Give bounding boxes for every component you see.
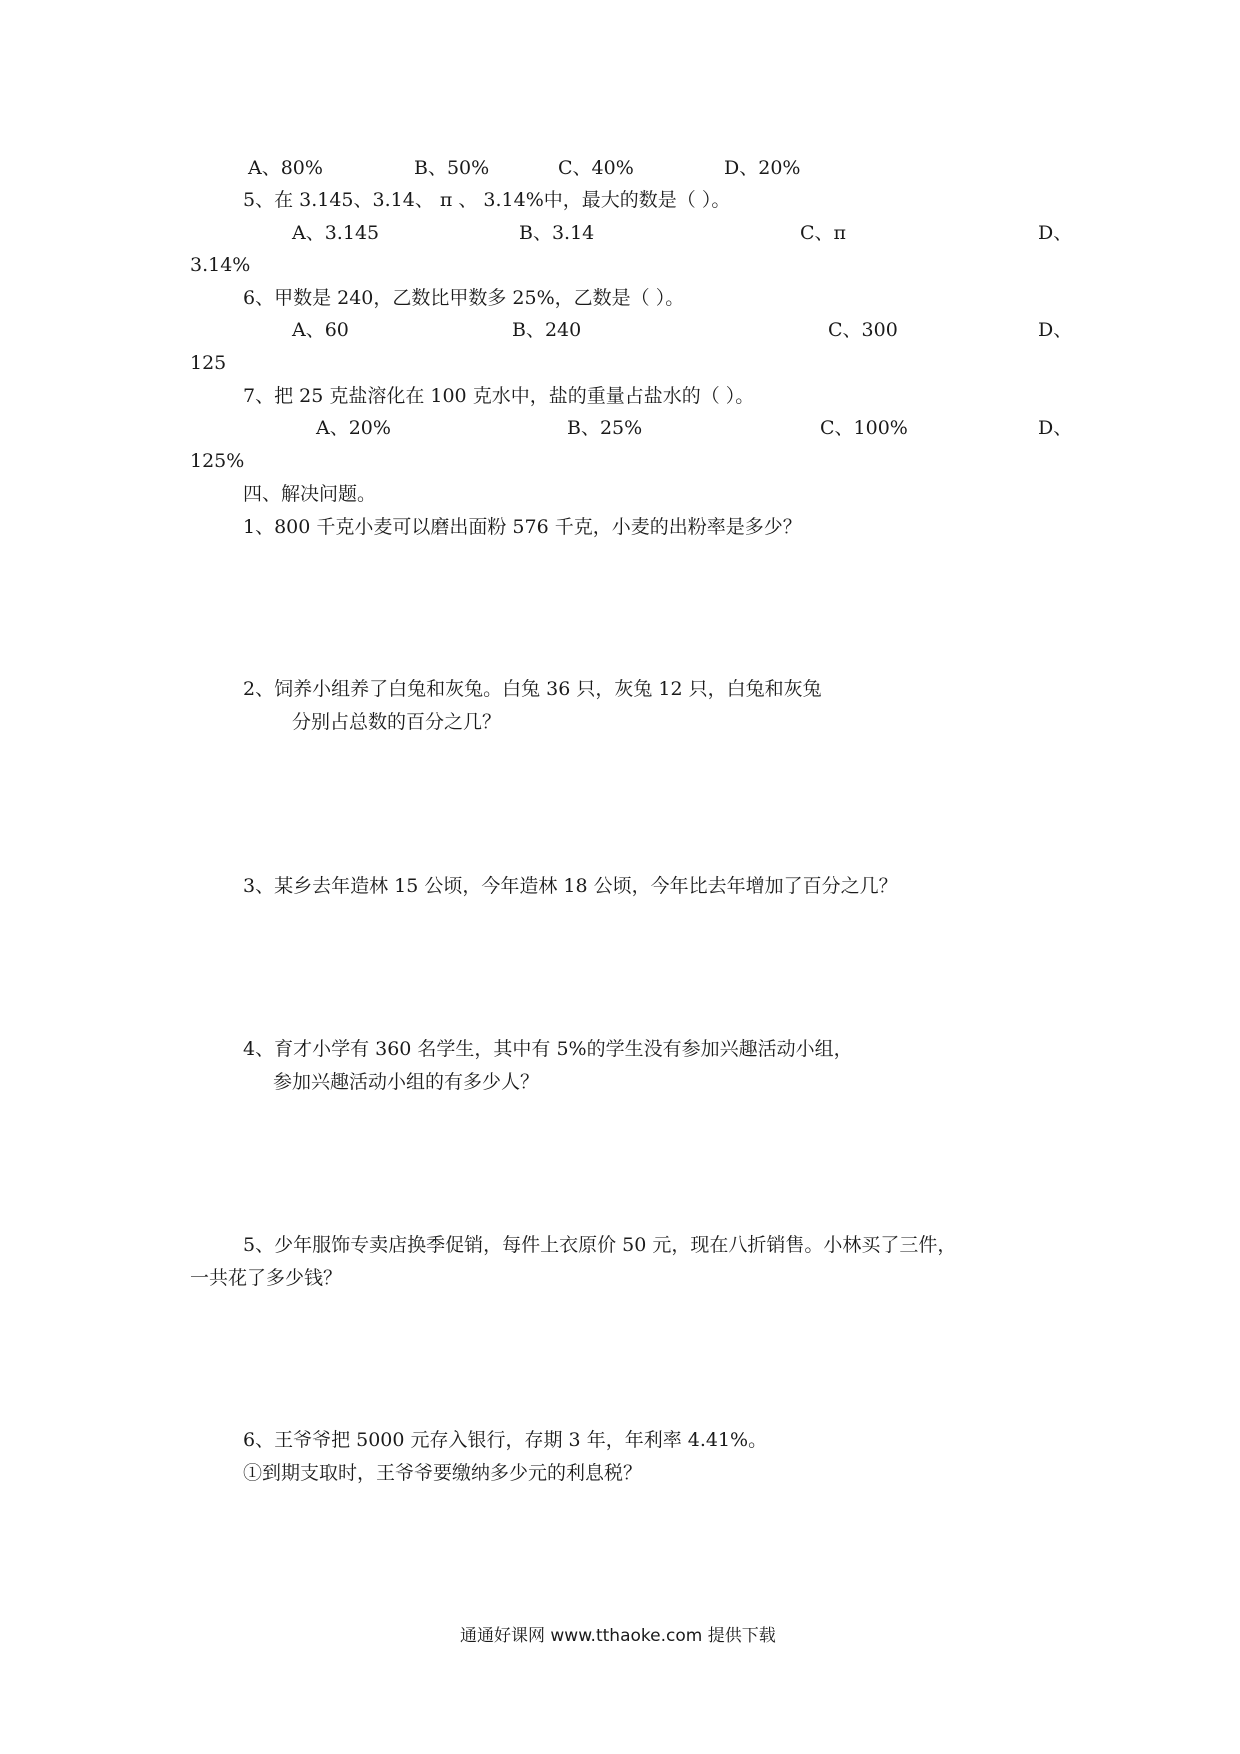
problem-6-line-2: ①到期支取时，王爷爷要缴纳多少元的利息税？	[243, 1462, 643, 1484]
q4-option-d: D、20%	[724, 157, 801, 179]
problem-2-line-1: 2、饲养小组养了白兔和灰兔。白兔 36 只，灰兔 12 只，白兔和灰兔	[243, 678, 822, 700]
q7-option-a: A、20%	[316, 417, 391, 439]
q7-option-d: D、	[1038, 417, 1073, 439]
q5-option-d: D、	[1038, 222, 1073, 244]
q4-option-c: C、40%	[558, 157, 634, 179]
q5-option-b: B、3.14	[519, 222, 595, 244]
problem-4-line-2: 参加兴趣活动小组的有多少人？	[273, 1071, 540, 1093]
q6-option-b: B、240	[512, 319, 582, 341]
problem-5-line-1: 5、少年服饰专卖店换季促销，每件上衣原价 50 元，现在八折销售。小林买了三件，	[243, 1234, 957, 1256]
q6-option-d: D、	[1038, 319, 1073, 341]
section-heading: 四、解决问题。	[243, 483, 377, 505]
q7-stem: 7、把 25 克盐溶化在 100 克水中，盐的重量占盐水的（ ）。	[243, 385, 755, 407]
q5-option-d-value: 3.14%	[190, 254, 251, 276]
q6-option-c: C、300	[828, 319, 898, 341]
problem-2-line-2: 分别占总数的百分之几？	[292, 711, 502, 733]
q7-option-b: B、25%	[567, 417, 643, 439]
q5-option-a: A、3.145	[292, 222, 380, 244]
problem-3: 3、某乡去年造林 15 公顷，今年造林 18 公顷，今年比去年增加了百分之几？	[243, 875, 898, 897]
footer-credit: 通通好课网 www.tthaoke.com 提供下载	[460, 1626, 776, 1646]
q7-option-c: C、100%	[820, 417, 908, 439]
problem-6-line-1: 6、王爷爷把 5000 元存入银行，存期 3 年，年利率 4.41%。	[243, 1429, 768, 1451]
q6-stem: 6、甲数是 240，乙数比甲数多 25%，乙数是（ ）。	[243, 287, 685, 309]
q4-option-a: A、80%	[248, 157, 323, 179]
q6-option-a: A、60	[292, 319, 349, 341]
problem-5-line-2: 一共花了多少钱？	[190, 1267, 343, 1289]
q5-stem: 5、在 3.145、3.14、 π 、 3.14%中，最大的数是（ ）。	[243, 189, 731, 211]
problem-1: 1、800 千克小麦可以磨出面粉 576 千克，小麦的出粉率是多少？	[243, 516, 802, 538]
q4-option-b: B、50%	[414, 157, 490, 179]
q7-option-d-value: 125%	[190, 450, 245, 472]
problem-4-line-1: 4、育才小学有 360 名学生，其中有 5%的学生没有参加兴趣活动小组，	[243, 1038, 853, 1060]
q5-option-c: C、π	[800, 222, 847, 244]
q6-option-d-value: 125	[190, 352, 227, 374]
